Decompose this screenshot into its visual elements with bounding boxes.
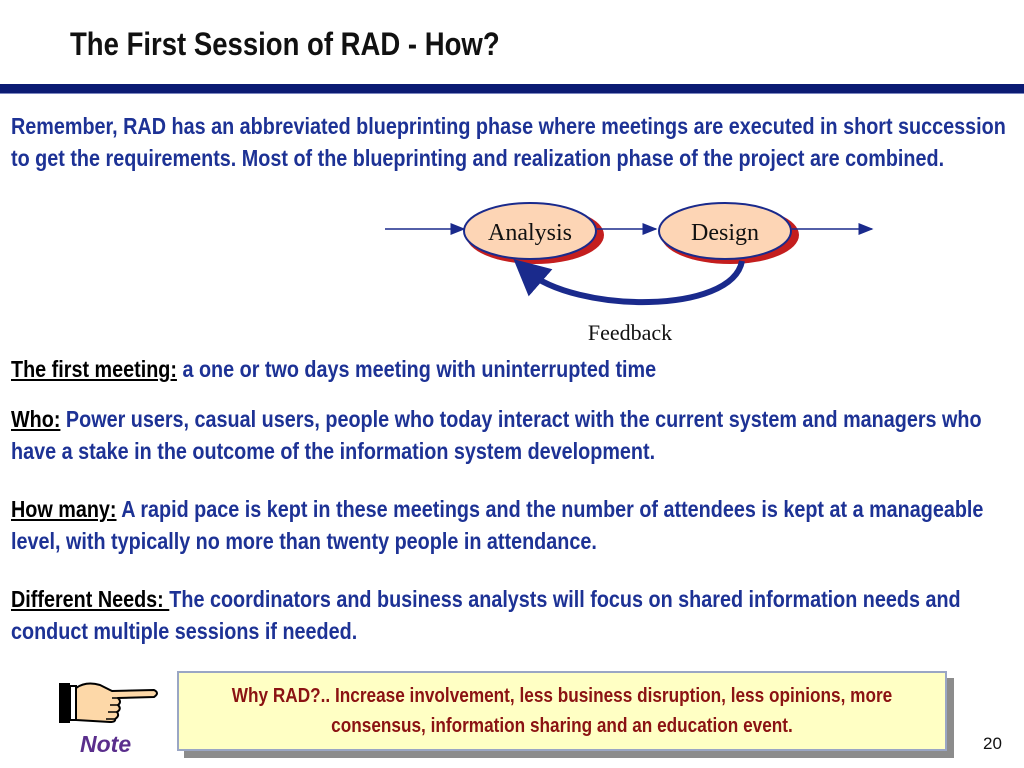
first-meeting-text: a one or two days meeting with uninterrupted time xyxy=(176,356,657,382)
rad-process-diagram xyxy=(380,195,880,355)
different-needs-text: The coordinators and business analysts will focus on shared information needs and conduct multiple sessions if needed. xyxy=(11,586,961,644)
how-many-text: A rapid pace is kept in these meetings and the number of attendees is kept at a manageable level, with typically no more than twenty people in attendance. xyxy=(11,496,984,554)
who-text: Power users, casual users, people who today interact with the current system and managers who have a stake in the outcome of the information system development. xyxy=(11,406,982,464)
section-how-many xyxy=(11,493,1013,557)
title-divider xyxy=(0,84,1024,94)
different-needs-label: Different Needs: xyxy=(11,586,170,612)
slide-title: The First Session of RAD - How? xyxy=(70,26,500,62)
note-label: Note xyxy=(80,731,132,757)
pointing-hand-icon xyxy=(58,678,162,728)
how-many-label: How many: xyxy=(11,496,117,522)
section-first-meeting xyxy=(11,353,1013,385)
feedback-arrow xyxy=(527,261,742,302)
feedback-label: Feedback xyxy=(587,320,673,345)
page-number: 20 xyxy=(983,734,1002,753)
design-label: Design xyxy=(691,220,759,246)
intro-paragraph: Remember, RAD has an abbreviated blueprinting phase where meetings are executed in short succession to get the requirements. Most of the blueprinting and realization phase of the project are combined. xyxy=(11,113,1006,171)
analysis-label: Analysis xyxy=(488,220,572,246)
section-different-needs xyxy=(11,583,1013,647)
section-who xyxy=(11,403,1013,467)
first-meeting-label: The first meeting: xyxy=(11,356,177,382)
note-text: Why RAD?.. Increase involvement, less business disruption, less opinions, more consensus, information sharing and an education event. xyxy=(231,685,893,737)
note-callout xyxy=(177,671,947,751)
who-label: Who: xyxy=(11,406,61,432)
